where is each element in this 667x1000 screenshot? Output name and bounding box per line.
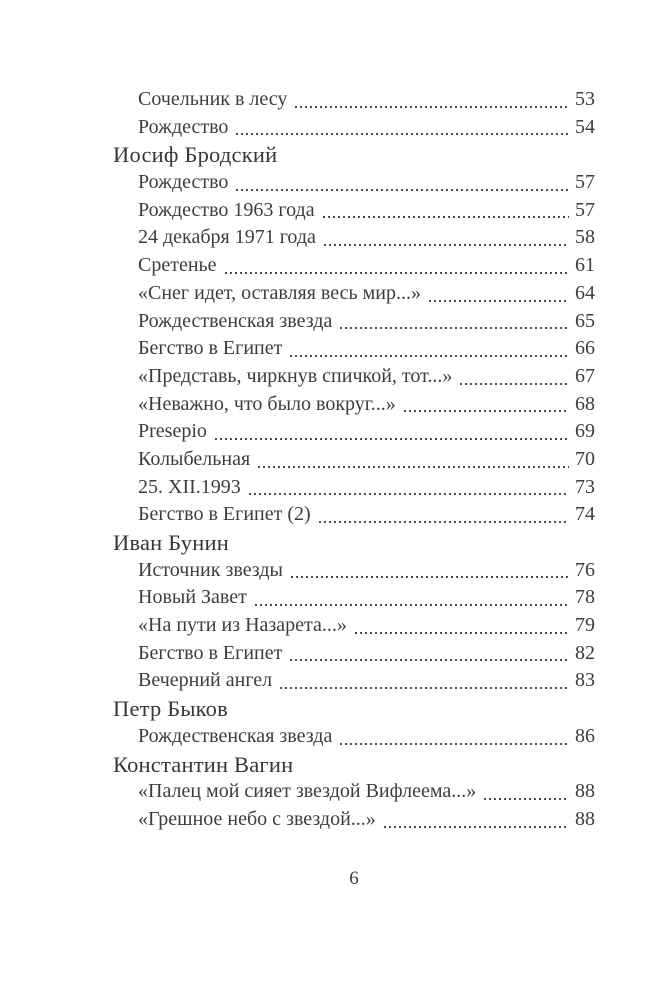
toc-dot-leader [384, 826, 569, 828]
toc-entry-page-number: 88 [575, 780, 595, 803]
toc-entry-page-number: 69 [575, 420, 595, 443]
toc-entry-title: Рождественская звезда [138, 724, 333, 747]
toc-entry-row [113, 640, 595, 668]
toc-entry-row [113, 723, 595, 751]
toc-entry-title: Бегство в Египет (2) [138, 503, 311, 526]
toc-entry-row [113, 335, 595, 363]
table-of-contents [113, 86, 595, 834]
toc-entry-row [113, 418, 595, 446]
toc-entry-row [113, 778, 595, 806]
toc-entry-row [113, 252, 595, 280]
toc-entry-row [113, 557, 595, 585]
toc-entry-row [113, 280, 595, 308]
folio-page-number: 6 [349, 868, 359, 889]
toc-dot-leader [291, 576, 569, 578]
toc-entry-page-number: 70 [575, 447, 595, 470]
toc-entry-row [113, 197, 595, 225]
toc-entry-title: Рождество [138, 115, 229, 138]
toc-dot-leader [258, 466, 569, 468]
toc-entry-row [113, 584, 595, 612]
toc-entry-title: Бегство в Египет [138, 337, 283, 360]
toc-dot-leader [255, 604, 569, 606]
toc-author-header: Иосиф Бродский [113, 142, 278, 168]
toc-dot-leader [280, 687, 569, 689]
toc-entry-row [113, 501, 595, 529]
toc-entry-title: «На пути из Назарета...» [138, 614, 347, 637]
toc-dot-leader [236, 133, 569, 135]
toc-entry-page-number: 53 [575, 88, 595, 110]
toc-entry-title: «Грешное небо с звездой...» [138, 807, 376, 830]
toc-entry-page-number: 79 [575, 614, 595, 637]
toc-dot-leader [324, 244, 569, 246]
toc-entry-page-number: 73 [575, 475, 595, 498]
toc-entry-title: Рождественская звезда [138, 309, 333, 332]
toc-entry-title: Рождество [138, 171, 229, 194]
toc-entry-title: 25. XII.1993 [138, 475, 241, 498]
toc-entry-row [113, 612, 595, 640]
toc-entry-title: Сретенье [138, 254, 217, 277]
toc-entry-title: 24 декабря 1971 года [138, 226, 316, 249]
toc-entry-row [113, 86, 595, 114]
toc-author-header: Иван Бунин [113, 530, 229, 555]
toc-dot-leader [225, 272, 569, 274]
toc-dot-leader [404, 410, 569, 412]
toc-entry-title: Источник звезды [138, 558, 283, 581]
toc-entry-row [113, 363, 595, 391]
toc-entry-page-number: 82 [575, 641, 595, 664]
toc-entry-page-number: 86 [575, 724, 595, 747]
toc-entry-title: Presepio [138, 420, 207, 443]
toc-entry-page-number: 74 [575, 503, 595, 526]
toc-entry-title: Сочельник в лесу [138, 88, 288, 110]
toc-dot-leader [460, 383, 569, 385]
toc-dot-leader [236, 189, 569, 191]
toc-entry-row [113, 391, 595, 419]
toc-entry-title: Рождество 1963 года [138, 198, 315, 221]
toc-dot-leader [215, 438, 569, 440]
toc-entry-page-number: 68 [575, 392, 595, 415]
toc-entry-row [113, 308, 595, 336]
toc-entry-page-number: 57 [575, 198, 595, 221]
toc-entry-page-number: 88 [575, 807, 595, 830]
toc-entry-row [113, 224, 595, 252]
toc-entry-title: «Представь, чиркнув спичкой, тот...» [138, 364, 453, 387]
toc-dot-leader [290, 659, 569, 661]
toc-entry-page-number: 66 [575, 337, 595, 360]
toc-entry-row [113, 114, 595, 142]
toc-entry-title: «Снег идет, оставляя весь мир...» [138, 281, 421, 304]
toc-entry-row [113, 169, 595, 197]
toc-entry-page-number: 67 [575, 364, 595, 387]
toc-entry-row [113, 667, 595, 695]
toc-dot-leader [340, 743, 569, 745]
toc-author-header: Петр Быков [113, 696, 228, 722]
toc-dot-leader [429, 300, 569, 302]
toc-dot-leader [319, 521, 569, 523]
toc-entry-page-number: 78 [575, 586, 595, 609]
toc-dot-leader [355, 632, 569, 634]
toc-entry-title: Бегство в Египет [138, 641, 283, 664]
toc-entry-row [113, 474, 595, 502]
toc-dot-leader [290, 355, 569, 357]
toc-entry-page-number: 76 [575, 558, 595, 581]
toc-entry-page-number: 83 [575, 669, 595, 692]
toc-dot-leader [249, 493, 569, 495]
toc-entry-page-number: 65 [575, 309, 595, 332]
toc-entry-title: «Неважно, что было вокруг...» [138, 392, 396, 415]
toc-entry-page-number: 58 [575, 226, 595, 249]
toc-entry-title: Колыбельная [138, 447, 251, 470]
toc-entry-title: Вечерний ангел [138, 669, 273, 692]
toc-entry-page-number: 61 [575, 254, 595, 277]
toc-entry-page-number: 64 [575, 281, 595, 304]
toc-dot-leader [295, 106, 569, 108]
toc-entry-row [113, 806, 595, 834]
toc-dot-leader [484, 798, 569, 800]
toc-dot-leader [340, 327, 569, 329]
toc-entry-title: «Палец мой сияет звездой Вифлеема...» [138, 780, 477, 803]
toc-entry-title: Новый Завет [138, 586, 247, 609]
toc-entry-page-number: 57 [575, 171, 595, 194]
toc-entry-page-number: 54 [575, 115, 595, 138]
toc-dot-leader [323, 216, 569, 218]
toc-author-header: Константин Вагин [113, 751, 294, 777]
toc-entry-row [113, 446, 595, 474]
